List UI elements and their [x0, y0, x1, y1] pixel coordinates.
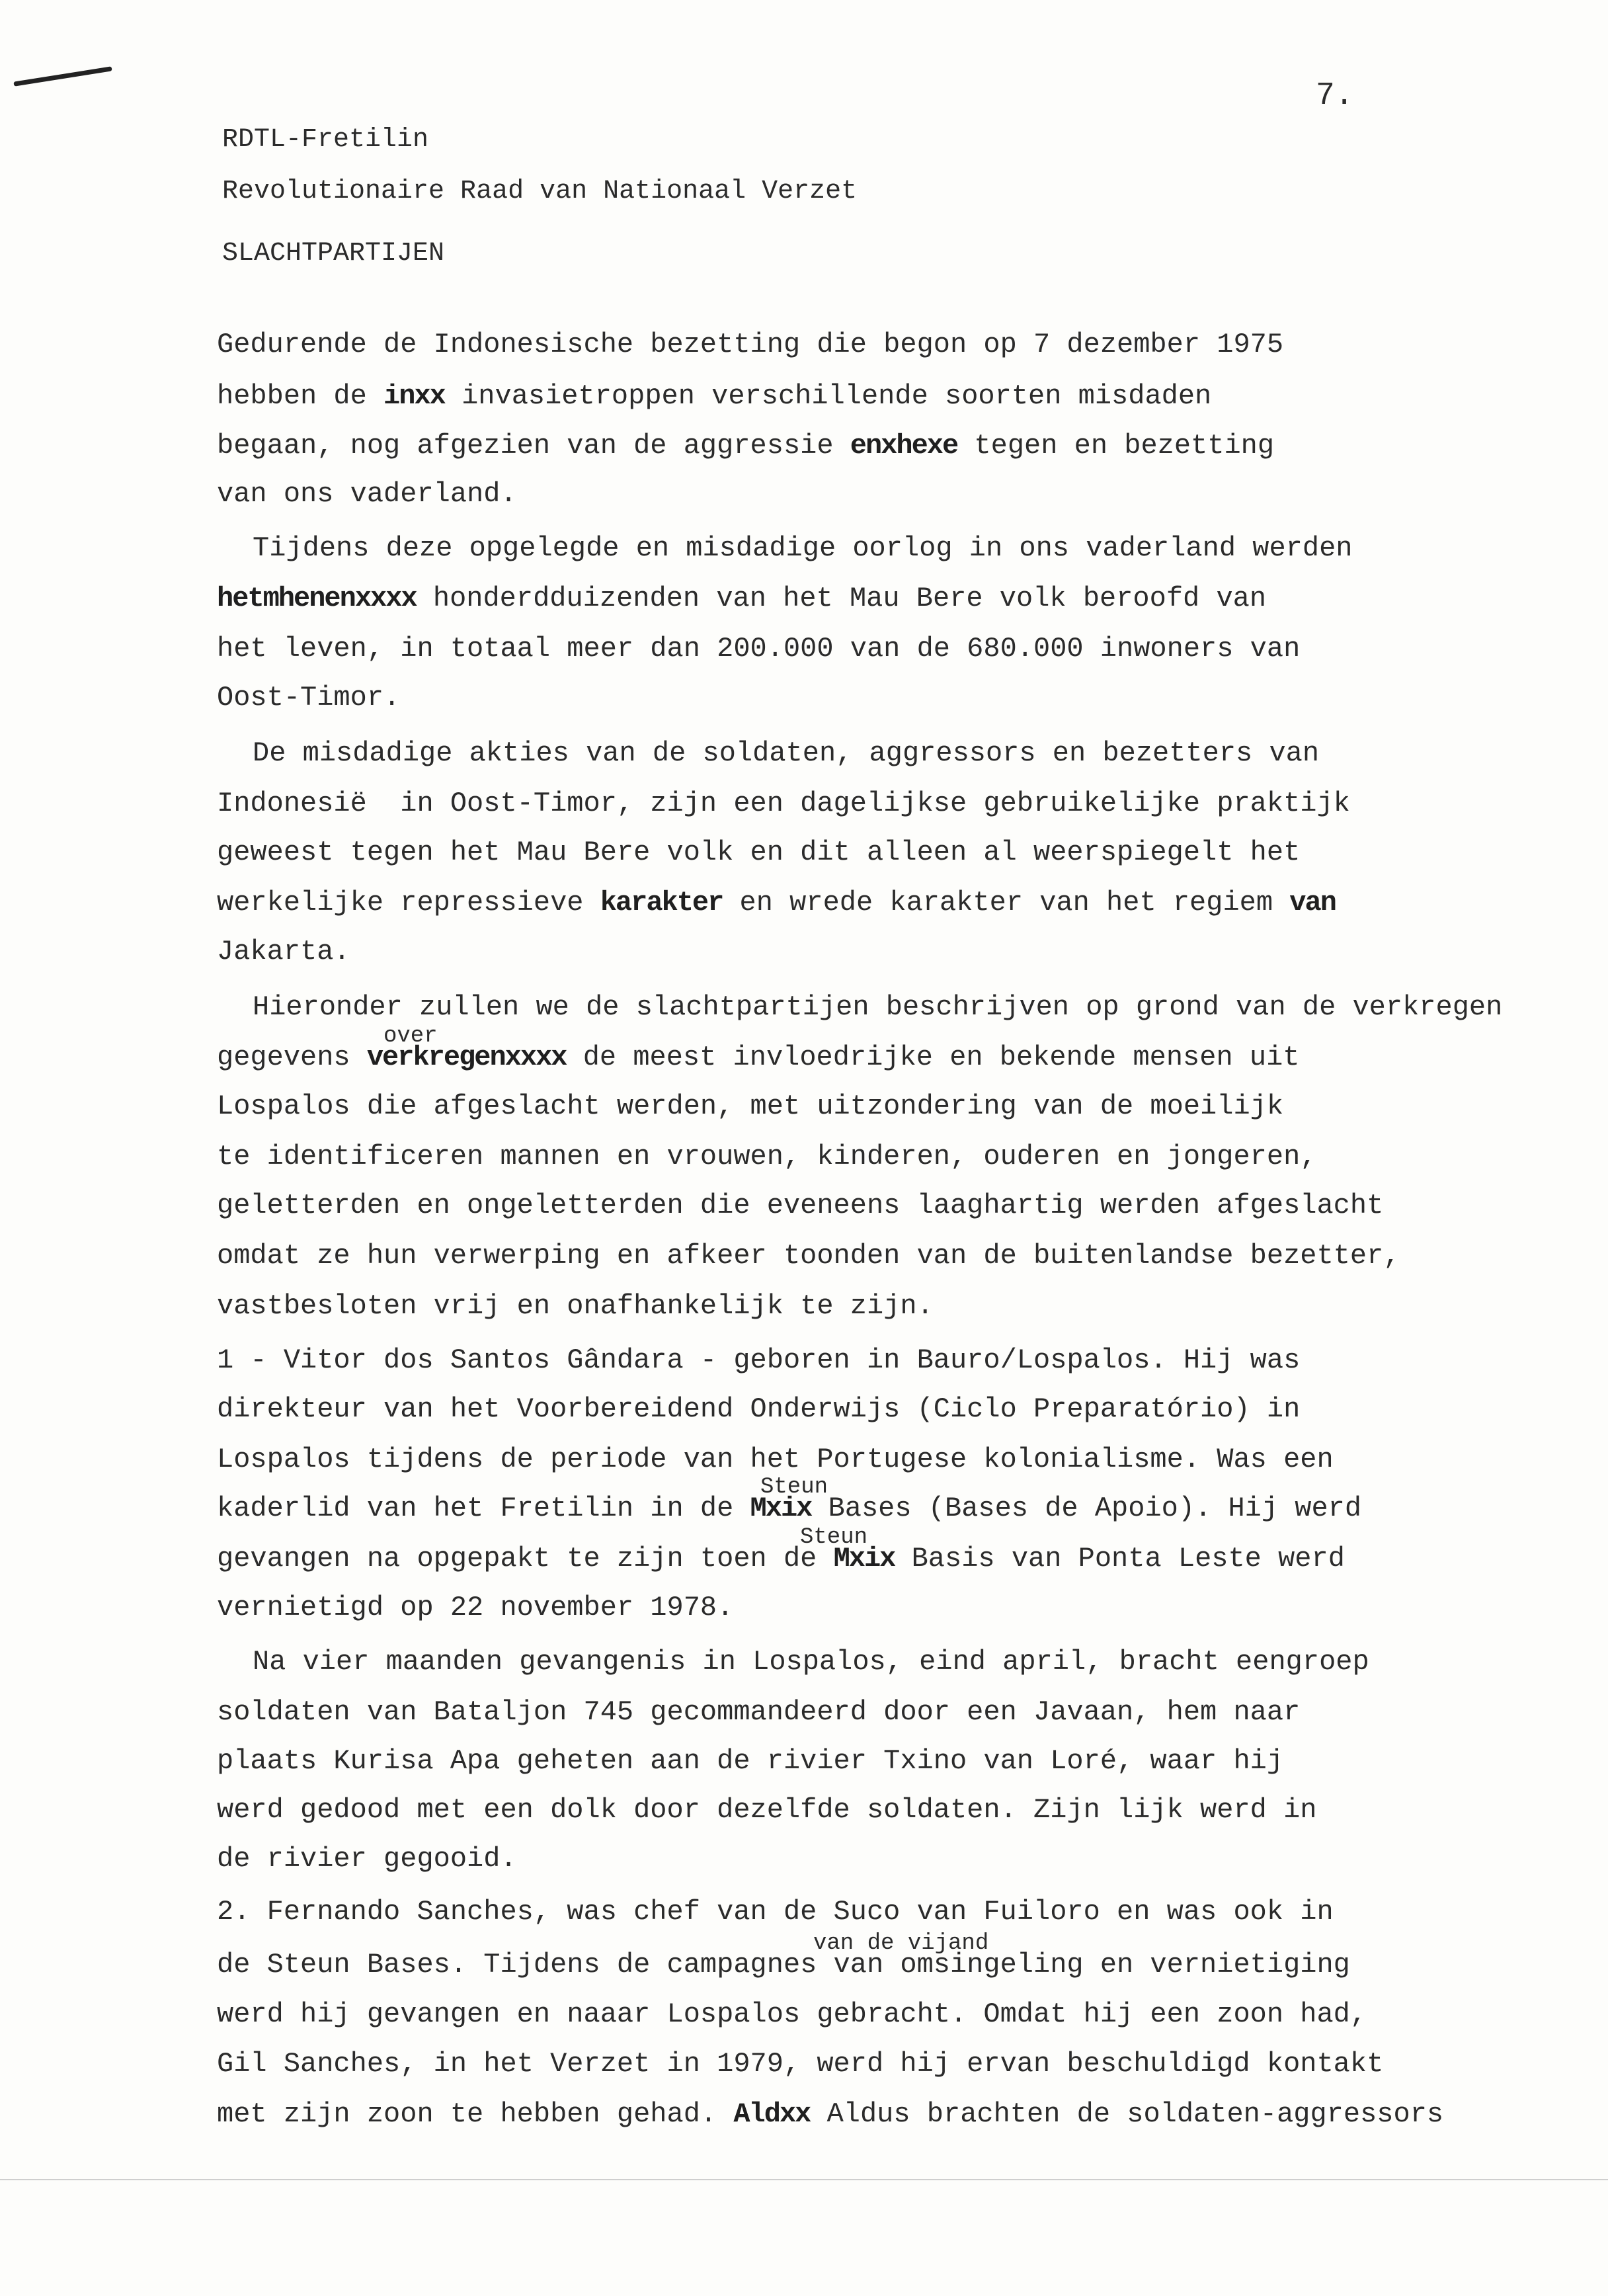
- text-line: [217, 432, 1274, 460]
- text-line: [217, 790, 1350, 817]
- line-segment: Gil Sanches, in het Verzet in 1979, werd hij ervan beschuldigd kontakt: [217, 2048, 1384, 2080]
- line-segment: vernietigd op 22 november 1978.: [217, 1592, 734, 1623]
- interlinear-correction: over: [383, 1024, 438, 1049]
- text-line: [217, 1242, 1400, 1270]
- line-segment: met zijn zoon te hebben gehad.: [217, 2098, 734, 2130]
- text-line: [217, 889, 1336, 917]
- text-line: [217, 1796, 1316, 1824]
- interlinear-correction: Steun: [760, 1475, 828, 1500]
- line-segment: Jakarta.: [217, 936, 350, 967]
- line-segment: vastbesloten vrij en onafhankelijk te zijn.: [217, 1290, 934, 1322]
- text-line: [217, 684, 400, 712]
- text-line: [253, 739, 1319, 767]
- line-segment: de rivier gegooid.: [217, 1843, 517, 1875]
- line-segment: de meest invloedrijke en bekende mensen uit: [566, 1042, 1300, 1073]
- text-line: [253, 534, 1352, 562]
- struck-text: inxx: [383, 380, 445, 412]
- line-segment: werd hij gevangen en naaar Lospalos gebracht. Omdat hij een zoon had,: [217, 1998, 1367, 2030]
- interlinear-correction: van de vijand: [813, 1931, 989, 1956]
- line-segment: Hieronder zullen we de slachtpartijen beschrijven op grond van de verkregen: [253, 991, 1503, 1023]
- text-line: [253, 1648, 1369, 1676]
- pen-mark: [13, 66, 112, 86]
- text-line: [217, 1395, 1300, 1423]
- line-segment: geletterden en ongeletterden die eveneens laaghartig werden afgeslacht: [217, 1190, 1384, 1221]
- text-line: [217, 1594, 733, 1621]
- interlinear-correction: Steun: [800, 1525, 868, 1550]
- org-name: RDTL-Fretilin: [222, 125, 429, 155]
- text-line: [217, 1143, 1316, 1170]
- line-segment: Bases (Bases de Apoio). Hij werd: [811, 1493, 1362, 1524]
- text-line: [217, 1545, 1345, 1573]
- line-segment: direkteur van het Voorbereidend Onderwijs (Ciclo Preparatório) in: [217, 1393, 1301, 1425]
- text-line: [217, 938, 350, 965]
- line-segment: gegevens: [217, 1042, 367, 1073]
- text-line: [217, 1292, 934, 1320]
- line-segment: soldaten van Bataljon 745 gecommandeerd door een Javaan, hem naar: [217, 1696, 1301, 1728]
- line-segment: Gedurende de Indonesische bezetting die begon op 7 dezember 1975: [217, 329, 1284, 360]
- struck-text: van: [1289, 887, 1336, 919]
- text-line: [217, 585, 1266, 612]
- line-segment: Na vier maanden gevangenis in Lospalos, eind april, bracht eengroep: [253, 1646, 1369, 1678]
- line-segment: en wrede karakter van het regiem: [723, 887, 1290, 919]
- text-line: [217, 1951, 1350, 1979]
- text-line: [217, 635, 1300, 663]
- line-segment: Oost-Timor.: [217, 682, 401, 714]
- line-segment: werd gedood met een dolk door dezelfde soldaten. Zijn lijk werd in: [217, 1794, 1317, 1826]
- line-segment: Aldus brachten de soldaten-aggressors: [810, 2098, 1444, 2130]
- text-line: [217, 1698, 1300, 1726]
- line-segment: Indonesiё in Oost-Timor, zijn een dagelijkse gebruikelijke praktijk: [217, 788, 1350, 819]
- line-segment: kaderlid van het Fretilin in de: [217, 1493, 750, 1524]
- line-segment: de Steun Bases. Tijdens de campagnes van omsingeling en vernietiging: [217, 1949, 1350, 1981]
- scan-rule: [0, 2179, 1608, 2180]
- struck-text: enxhexe: [850, 430, 958, 462]
- line-segment: hebben de: [217, 380, 384, 412]
- text-line: [217, 839, 1300, 866]
- text-line: [217, 331, 1283, 358]
- line-segment: van ons vaderland.: [217, 478, 517, 510]
- line-segment: invasietroppen verschillende soorten misdaden: [444, 380, 1212, 412]
- struck-text: hetmhenenxxxx: [217, 583, 417, 614]
- line-segment: 1 - Vitor dos Santos Gândara - geboren in Bauro/Lospalos. Hij was: [217, 1344, 1301, 1376]
- text-line: [217, 2100, 1443, 2128]
- text-line: [217, 2000, 1367, 2028]
- line-segment: plaats Kurisa Apa geheten aan de rivier Txino van Loré, waar hij: [217, 1745, 1284, 1777]
- text-line: [217, 1044, 1299, 1071]
- text-line: [217, 1346, 1300, 1374]
- line-segment: honderdduizenden van het Mau Bere volk beroofd van: [416, 583, 1267, 614]
- line-segment: gevangen na opgepakt te zijn toen de: [217, 1543, 834, 1575]
- text-line: [217, 382, 1211, 410]
- page-number: 7.: [1316, 78, 1354, 114]
- line-segment: geweest tegen het Mau Bere volk en dit alleen al weerspiegelt het: [217, 837, 1301, 868]
- text-line: [217, 480, 517, 508]
- text-line: [217, 1192, 1383, 1219]
- struck-text: karakter: [600, 887, 723, 919]
- line-segment: het leven, in totaal meer dan 200.000 van de 680.000 inwoners van: [217, 633, 1301, 665]
- text-line: [217, 2050, 1383, 2078]
- line-segment: omdat ze hun verwerping en afkeer toonden van de buitenlandse bezetter,: [217, 1240, 1400, 1272]
- struck-text: Mxix: [750, 1493, 812, 1524]
- document-title: SLACHTPARTIJEN: [222, 239, 445, 268]
- line-segment: De misdadige akties van de soldaten, aggressors en bezetters van: [253, 737, 1320, 769]
- struck-text: Mxix: [833, 1543, 895, 1575]
- struck-text: verkregenxxxx: [366, 1042, 567, 1073]
- text-line: [217, 1092, 1283, 1120]
- line-segment: tegen en bezetting: [957, 430, 1275, 462]
- struck-text: Aldxx: [733, 2098, 811, 2130]
- line-segment: te identificeren mannen en vrouwen, kinderen, ouderen en jongeren,: [217, 1141, 1317, 1172]
- text-line: [217, 1898, 1334, 1926]
- text-line: [217, 1446, 1334, 1473]
- line-segment: werkelijke repressieve: [217, 887, 600, 919]
- text-line: [217, 1845, 517, 1873]
- line-segment: begaan, nog afgezien van de aggressie: [217, 430, 850, 462]
- text-line: [253, 993, 1502, 1021]
- text-line: [217, 1747, 1283, 1775]
- line-segment: Lospalos tijdens de periode van het Portugese kolonialisme. Was een: [217, 1444, 1334, 1475]
- line-segment: 2. Fernando Sanches, was chef van de Suco van Fuiloro en was ook in: [217, 1896, 1334, 1928]
- line-segment: Tijdens deze opgelegde en misdadige oorlog in ons vaderland werden: [253, 532, 1353, 564]
- council-name: Revolutionaire Raad van Nationaal Verzet: [222, 177, 858, 206]
- line-segment: Lospalos die afgeslacht werden, met uitzondering van de moeilijk: [217, 1090, 1284, 1122]
- line-segment: Basis van Ponta Leste werd: [895, 1543, 1345, 1575]
